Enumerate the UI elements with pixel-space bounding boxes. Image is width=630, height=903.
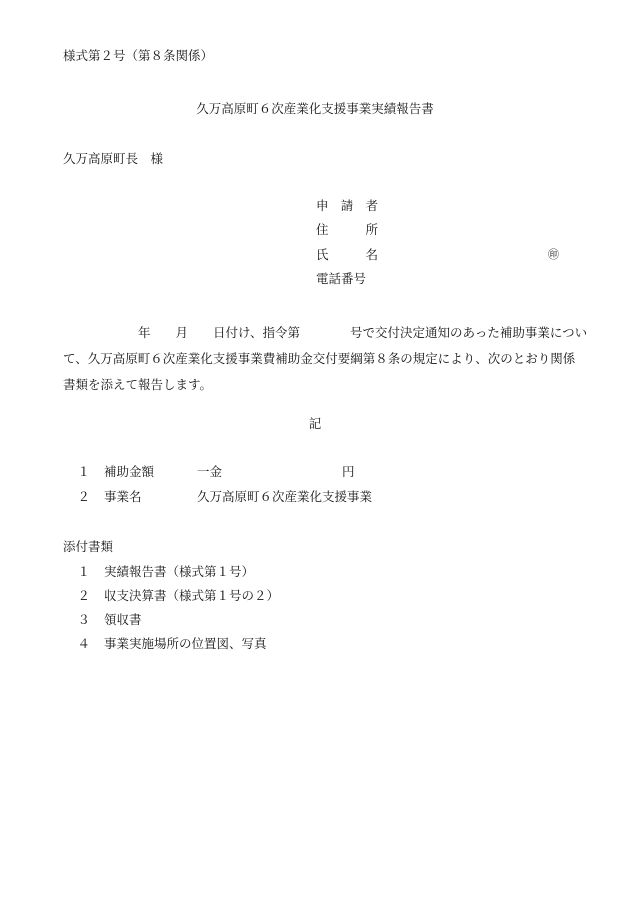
- seal-mark: ㊞: [548, 248, 559, 261]
- attachment-item: 事業実施場所の位置図、写真: [104, 636, 267, 651]
- item-label-project-name: 事業名: [104, 489, 142, 504]
- item-value-suffix: 円: [342, 464, 355, 479]
- document-title: 久万高原町６次産業化支援事業実績報告書: [196, 101, 434, 116]
- attachment-number: ４: [77, 636, 90, 651]
- applicant-address-label: 住所: [316, 222, 378, 237]
- body-line-2: て、久万高原町６次産業化支援事業費補助金交付要綱第８条の規定により、次のとおり関係: [63, 351, 576, 366]
- item-value-project-name: 久万高原町６次産業化支援事業: [197, 489, 373, 504]
- body-line-1: 年 月 日付け、指令第 号で交付決定通知のあった補助事業につい: [63, 325, 588, 340]
- attachment-item: 収支決算書（様式第１号の２）: [104, 588, 280, 603]
- applicant-heading: 申請者: [316, 198, 378, 213]
- addressee: 久万高原町長 様: [63, 151, 164, 166]
- attachments-heading: 添付書類: [63, 539, 114, 554]
- item-label-subsidy-amount: 補助金額: [104, 464, 155, 479]
- item-number: １: [77, 464, 90, 479]
- applicant-phone-label: 電話番号: [316, 271, 367, 286]
- applicant-name-label: 氏名: [316, 247, 378, 262]
- report-body: [63, 320, 588, 398]
- attachment-item: 領収書: [104, 612, 142, 627]
- attachment-number: ２: [77, 588, 90, 603]
- attachment-item: 実績報告書（様式第１号）: [104, 564, 255, 579]
- attachment-number: １: [77, 564, 90, 579]
- item-value-prefix: 一金: [197, 464, 223, 479]
- body-line-3: 書類を添えて報告します。: [63, 377, 213, 392]
- item-number: ２: [77, 489, 90, 504]
- ki-heading: 記: [308, 416, 322, 431]
- attachment-number: ３: [77, 612, 90, 627]
- form-number: 様式第２号（第８条関係）: [63, 48, 214, 63]
